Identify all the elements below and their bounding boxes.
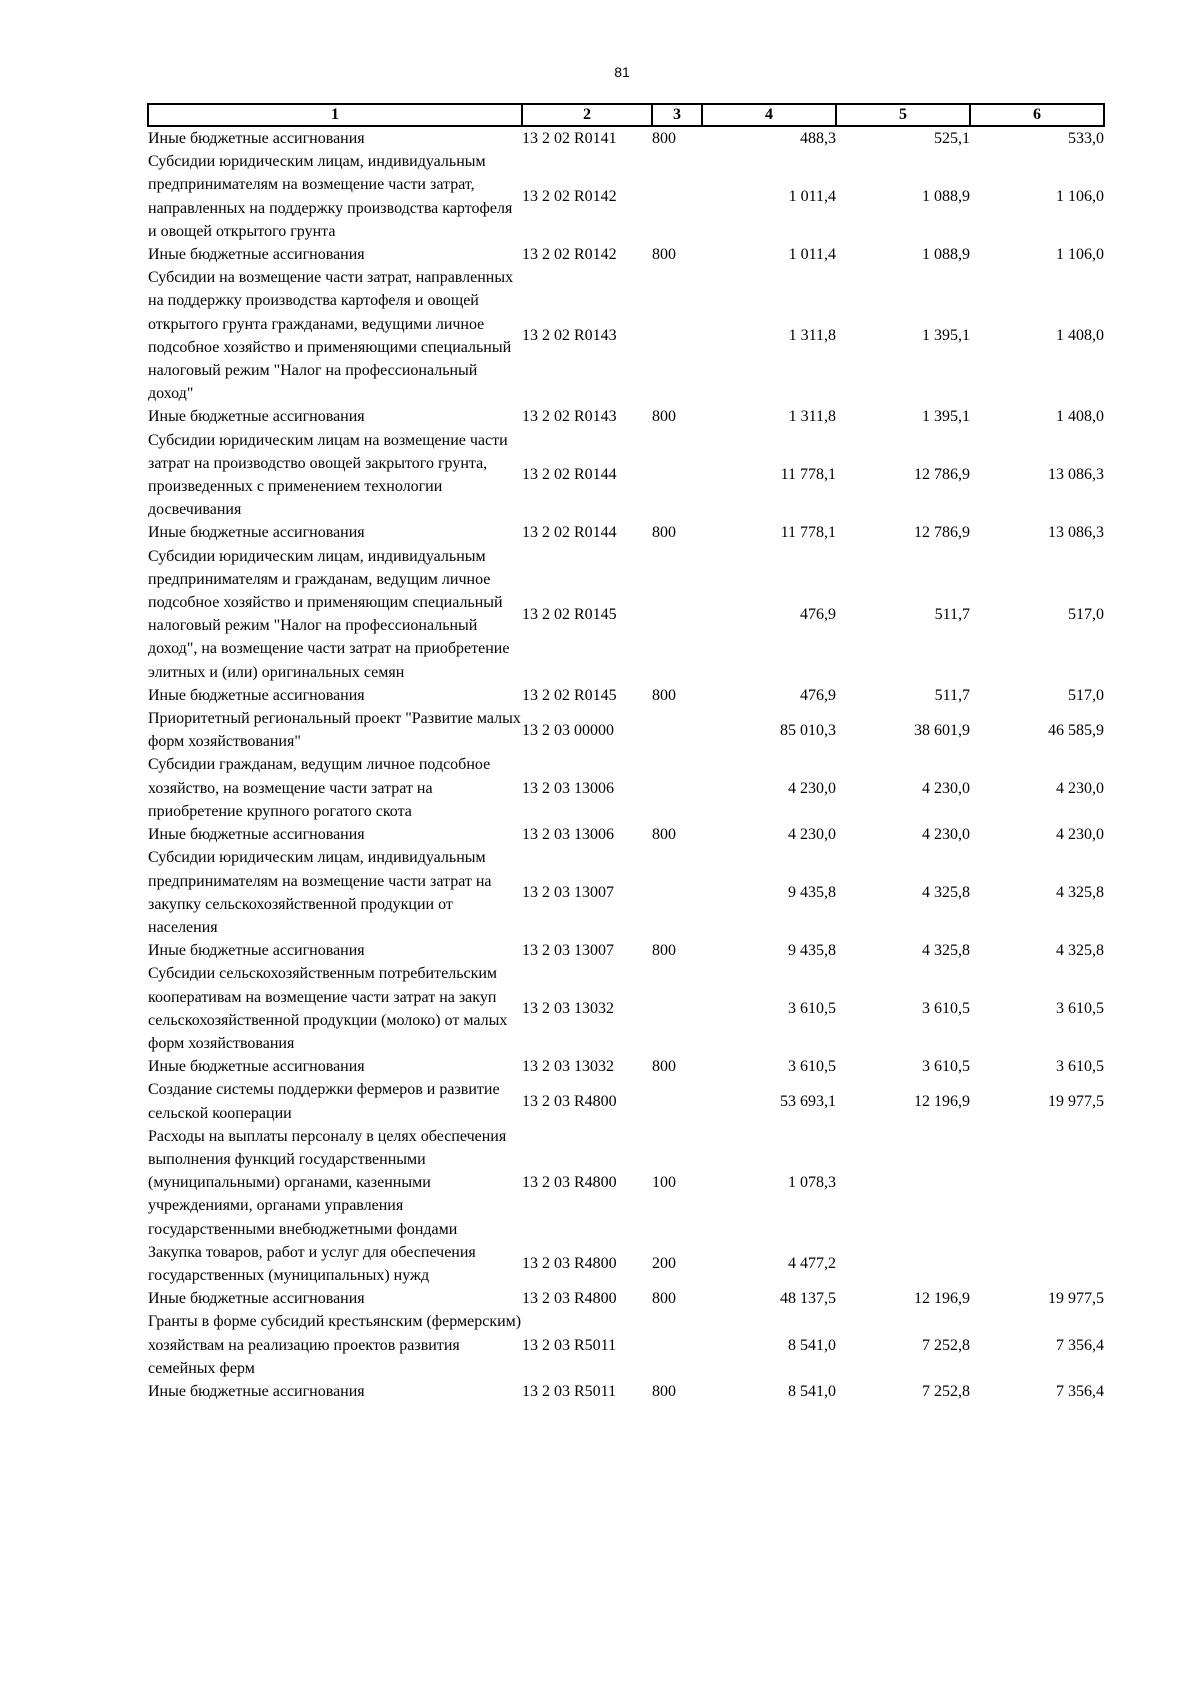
row-expense-type-cell: 800	[652, 130, 676, 147]
row-name-cell: Субсидии гражданам, ведущим личное подсобное хозяйство, на возмещение части затрат на приобретение крупного рогатого скота	[148, 756, 491, 820]
row-code-cell: 13 2 03 13007	[522, 942, 614, 960]
table-row	[148, 1287, 1104, 1310]
row-value-1-cell: 1 311,8	[788, 327, 836, 345]
table-row	[148, 1078, 1104, 1124]
table-row	[148, 1055, 1104, 1078]
row-code-cell: 13 2 03 13007	[522, 884, 614, 902]
row-name-cell: Расходы на выплаты персоналу в целях обеспечения выполнения функций государственными (муниципальными) органами, казенными учреждениями, органами управления государственными внебюджетными фондами	[148, 1127, 507, 1238]
table-row	[148, 545, 1104, 684]
table-header	[148, 104, 1104, 126]
column-header-3: 3	[652, 104, 702, 126]
row-code-cell: 13 2 02 R0142	[522, 246, 617, 264]
row-value-2-cell: 38 601,9	[914, 721, 970, 739]
row-name-cell: Субсидии юридическим лицам, индивидуальным предпринимателям на возмещение части затрат, направленных на поддержку производства картофеля и овощей открытого грунта	[148, 153, 513, 240]
table-row	[148, 429, 1104, 522]
row-value-2-cell: 3 610,5	[922, 1000, 970, 1018]
row-value-3-cell: 13 086,3	[1048, 524, 1104, 542]
row-expense-type-cell	[652, 707, 702, 753]
row-code-cell: 13 2 03 R4800	[522, 1092, 617, 1110]
table-row	[148, 1310, 1104, 1380]
row-expense-type-cell: 800	[652, 524, 676, 542]
row-value-3-cell: 3 610,5	[1056, 1000, 1104, 1018]
row-value-3-cell: 46 585,9	[1048, 721, 1104, 739]
row-expense-type-cell	[652, 429, 702, 522]
column-header-1: 1	[148, 104, 522, 126]
row-value-2-cell: 1 395,1	[922, 408, 970, 426]
row-expense-type-cell	[652, 962, 702, 1055]
table-row	[148, 150, 1104, 243]
row-value-1-cell: 1 311,8	[788, 408, 836, 426]
row-value-2-cell: 1 088,9	[922, 188, 970, 205]
row-code-cell: 13 2 02 R0142	[522, 188, 617, 205]
row-value-3-cell: 4 230,0	[1056, 779, 1104, 797]
row-name-cell: Субсидии юридическим лицам, индивидуальным предпринимателям и гражданам, ведущим личное подсобное хозяйство и применяющим специальный налоговый режим "Налог на профессиональный доход", на возмещение части затрат на приобретение элитных и (или) оригинальных семян	[148, 547, 510, 681]
row-code-cell: 13 2 03 13032	[522, 1058, 614, 1076]
table-row	[148, 846, 1104, 939]
table-row	[148, 1380, 1104, 1403]
row-value-3-cell: 517,0	[1068, 605, 1104, 623]
row-value-1-cell: 476,9	[800, 686, 836, 704]
row-value-1-cell: 3 610,5	[788, 1058, 836, 1076]
row-name-cell: Создание системы поддержки фермеров и развитие сельской кооперации	[148, 1081, 500, 1122]
table-row	[148, 707, 1104, 753]
row-value-2-cell: 12 786,9	[914, 466, 970, 484]
row-name-cell: Иные бюджетные ассигнования	[148, 686, 365, 704]
row-value-1-cell: 9 435,8	[788, 884, 836, 902]
row-value-3-cell: 1 408,0	[1056, 408, 1104, 426]
row-name-cell: Приоритетный региональный проект "Развитие малых форм хозяйствования"	[148, 710, 521, 751]
row-expense-type-cell: 800	[652, 686, 676, 704]
row-value-1-cell: 488,3	[800, 130, 836, 147]
row-name-cell: Иные бюджетные ассигнования	[148, 942, 365, 960]
row-expense-type-cell: 800	[652, 826, 676, 844]
row-expense-type-cell	[652, 753, 702, 823]
row-code-cell: 13 2 03 R5011	[522, 1336, 617, 1354]
row-expense-type-cell	[652, 1078, 702, 1124]
row-code-cell: 13 2 03 13006	[522, 779, 614, 797]
row-value-2-cell: 12 786,9	[914, 524, 970, 542]
row-expense-type-cell: 800	[652, 1382, 676, 1400]
row-code-cell: 13 2 03 13006	[522, 826, 614, 844]
table-row	[148, 266, 1104, 405]
row-expense-type-cell: 800	[652, 246, 676, 264]
row-value-2-cell: 1 088,9	[922, 246, 970, 264]
row-value-1-cell: 4 230,0	[788, 826, 836, 844]
row-value-3-cell: 19 977,5	[1048, 1290, 1104, 1308]
row-name-cell: Иные бюджетные ассигнования	[148, 1290, 365, 1308]
row-expense-type-cell: 800	[652, 1058, 676, 1076]
column-header-6: 6	[970, 104, 1104, 126]
row-value-1-cell: 8 541,0	[788, 1382, 836, 1400]
row-code-cell: 13 2 02 R0143	[522, 408, 617, 426]
row-expense-type-cell: 800	[652, 942, 676, 960]
row-value-1-cell: 1 011,4	[788, 246, 836, 264]
row-value-2-cell: 4 230,0	[922, 826, 970, 844]
row-value-3-cell: 533,0	[1068, 130, 1104, 147]
row-name-cell: Субсидии юридическим лицам на возмещение части затрат на производство овощей закрытого грунта, произведенных с применением технологии досвечивания	[148, 431, 508, 519]
row-value-2-cell: 12 196,9	[914, 1092, 970, 1110]
table-row	[148, 939, 1104, 962]
row-value-3-cell: 13 086,3	[1048, 466, 1104, 484]
row-expense-type-cell	[652, 545, 702, 684]
row-name-cell: Иные бюджетные ассигнования	[148, 524, 365, 542]
row-value-2-cell: 4 230,0	[922, 779, 970, 797]
row-name-cell: Закупка товаров, работ и услуг для обеспечения государственных (муниципальных) нужд	[148, 1243, 476, 1284]
row-value-1-cell: 4 230,0	[788, 779, 836, 797]
row-value-1-cell: 3 610,5	[788, 1000, 836, 1018]
row-value-2-cell: 4 325,8	[922, 884, 970, 902]
page-number: 81	[614, 64, 630, 80]
row-code-cell: 13 2 02 R0144	[522, 466, 617, 484]
row-value-2-cell	[836, 1125, 970, 1241]
row-code-cell: 13 2 03 R4800	[522, 1290, 617, 1308]
table-row	[148, 753, 1104, 823]
row-name-cell: Иные бюджетные ассигнования	[148, 1382, 365, 1400]
row-name-cell: Субсидии юридическим лицам, индивидуальным предпринимателям на возмещение части затрат на закупку сельскохозяйственной продукции от населения	[148, 849, 492, 936]
row-expense-type-cell	[652, 150, 702, 243]
table-row	[148, 1125, 1104, 1241]
row-name-cell: Субсидии на возмещение части затрат, направленных на поддержку производства картофеля и овощей открытого грунта гражданами, ведущими личное подсобное хозяйство и применяющими специальный налоговый режим "Налог на профессиональный доход"	[148, 269, 514, 403]
row-value-3-cell: 4 325,8	[1056, 942, 1104, 960]
row-value-3-cell: 7 356,4	[1056, 1382, 1104, 1400]
row-value-3-cell: 3 610,5	[1056, 1058, 1104, 1076]
table-row	[148, 243, 1104, 266]
row-expense-type-cell	[652, 846, 702, 939]
row-code-cell: 13 2 02 R0144	[522, 524, 617, 542]
row-expense-type-cell: 800	[652, 408, 676, 426]
row-code-cell: 13 2 02 R0145	[522, 605, 617, 623]
row-expense-type-cell: 200	[652, 1255, 676, 1273]
budget-table	[147, 103, 1105, 1403]
row-value-1-cell: 1 011,4	[788, 188, 836, 205]
table-row	[148, 521, 1104, 544]
row-value-2-cell: 7 252,8	[922, 1336, 970, 1354]
row-code-cell: 13 2 03 R4800	[522, 1255, 617, 1273]
row-value-3-cell: 19 977,5	[1048, 1092, 1104, 1110]
row-value-2-cell: 525,1	[934, 130, 970, 147]
row-value-1-cell: 4 477,2	[788, 1255, 836, 1273]
column-header-4: 4	[702, 104, 836, 126]
row-code-cell: 13 2 03 R4800	[522, 1174, 617, 1192]
row-value-1-cell: 11 778,1	[780, 466, 836, 484]
row-value-3-cell: 517,0	[1068, 686, 1104, 704]
row-value-3-cell	[970, 1125, 1104, 1241]
row-value-2-cell: 511,7	[934, 605, 970, 623]
row-value-3-cell: 1 106,0	[1056, 246, 1104, 264]
row-value-1-cell: 53 693,1	[780, 1092, 836, 1110]
row-value-1-cell: 8 541,0	[788, 1336, 836, 1354]
row-code-cell: 13 2 02 R0143	[522, 327, 617, 345]
row-code-cell: 13 2 03 13032	[522, 1000, 614, 1018]
column-header-5: 5	[836, 104, 970, 126]
row-code-cell: 13 2 02 R0145	[522, 686, 617, 704]
row-value-3-cell: 1 106,0	[1056, 188, 1104, 205]
row-name-cell: Субсидии сельскохозяйственным потребительским кооперативам на возмещение части затрат на закуп сельскохозяйственной продукции (молоко) от малых форм хозяйствования	[148, 965, 508, 1052]
row-code-cell: 13 2 03 R5011	[522, 1382, 617, 1400]
row-value-2-cell	[836, 1241, 970, 1287]
table-row	[148, 962, 1104, 1055]
row-value-3-cell: 1 408,0	[1056, 327, 1104, 345]
table-row	[148, 126, 1104, 150]
row-value-3-cell: 4 230,0	[1056, 826, 1104, 844]
table-body	[148, 126, 1104, 1403]
row-value-1-cell: 9 435,8	[788, 942, 836, 960]
row-expense-type-cell	[652, 1310, 702, 1380]
row-value-3-cell: 7 356,4	[1056, 1336, 1104, 1354]
row-name-cell: Иные бюджетные ассигнования	[148, 408, 365, 426]
table-row	[148, 684, 1104, 707]
table-row	[148, 405, 1104, 428]
row-value-1-cell: 48 137,5	[780, 1290, 836, 1308]
row-value-1-cell: 85 010,3	[780, 721, 836, 739]
header-row	[148, 104, 1104, 126]
row-value-2-cell: 7 252,8	[922, 1382, 970, 1400]
row-value-2-cell: 3 610,5	[922, 1058, 970, 1076]
row-code-cell: 13 2 03 00000	[522, 721, 614, 739]
row-value-1-cell: 476,9	[800, 605, 836, 623]
row-name-cell: Гранты в форме субсидий крестьянским (фермерским) хозяйствам на реализацию проектов развития семейных ферм	[148, 1313, 522, 1377]
row-value-2-cell: 4 325,8	[922, 942, 970, 960]
row-name-cell: Иные бюджетные ассигнования	[148, 130, 365, 147]
row-value-3-cell: 4 325,8	[1056, 884, 1104, 902]
table-row	[148, 1241, 1104, 1287]
row-value-1-cell: 11 778,1	[780, 524, 836, 542]
row-name-cell: Иные бюджетные ассигнования	[148, 246, 365, 264]
row-expense-type-cell: 800	[652, 1290, 676, 1308]
row-value-2-cell: 1 395,1	[922, 327, 970, 345]
column-header-2: 2	[522, 104, 652, 126]
row-code-cell: 13 2 02 R0141	[522, 130, 617, 147]
row-name-cell: Иные бюджетные ассигнования	[148, 826, 365, 844]
row-value-2-cell: 511,7	[934, 686, 970, 704]
row-value-1-cell: 1 078,3	[788, 1174, 836, 1192]
row-expense-type-cell: 100	[652, 1174, 676, 1192]
table-row	[148, 823, 1104, 846]
row-value-2-cell: 12 196,9	[914, 1290, 970, 1308]
row-value-3-cell	[970, 1241, 1104, 1287]
row-name-cell: Иные бюджетные ассигнования	[148, 1058, 365, 1076]
row-expense-type-cell	[652, 266, 702, 405]
